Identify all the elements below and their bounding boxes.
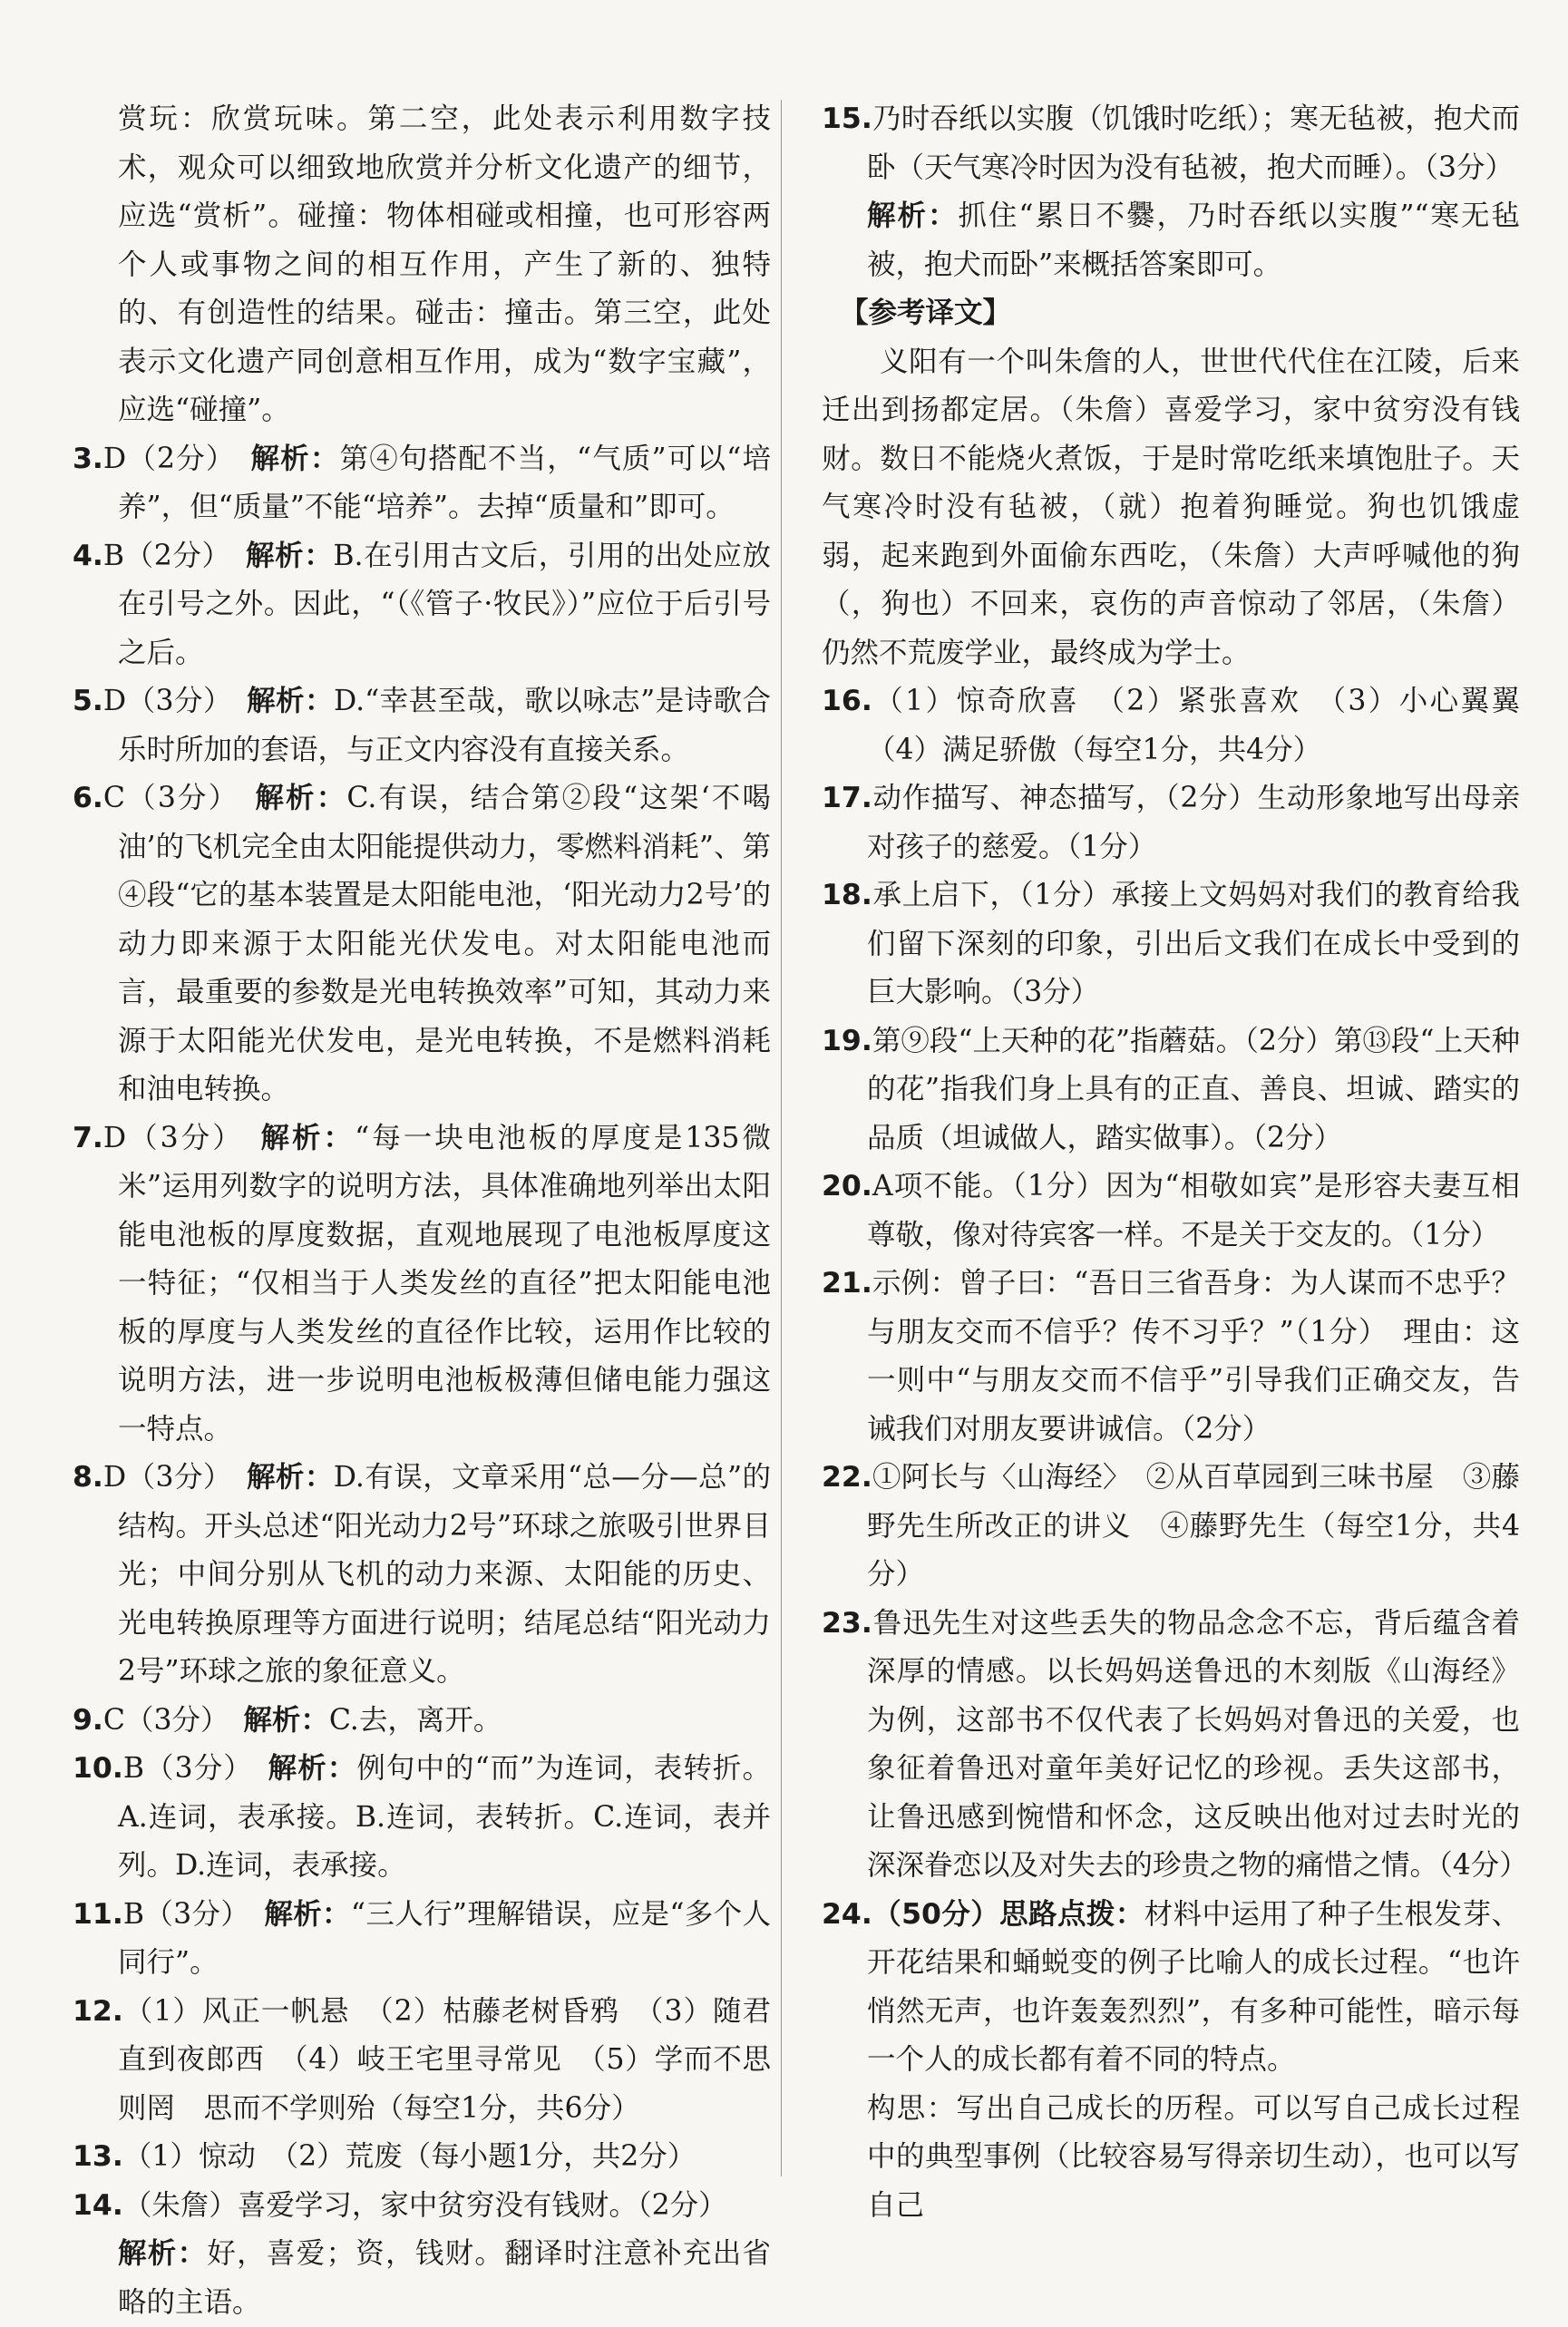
item-number: 12.	[73, 1994, 123, 2028]
item-text: 材料中运用了种子生根发芽、开花结果和蛹蜕变的例子比喻人的成长过程。“也许悄然无声，也许轰轰烈烈”，有多种可能性，暗示每一个人的成长都有着不同的特点。	[867, 1897, 1520, 2076]
item-text: 示例：曾子曰：“吾日三省吾身：为人谋而不忠乎？与朋友交而不信乎？传不习乎？”（1分） 理由：这一则中“与朋友交而不信乎”引导我们正确交友，告诫我们对朋友要讲诚信。（2分）	[867, 1267, 1520, 1446]
answer-item-14-analysis	[73, 2230, 771, 2327]
answer-item-9	[73, 1697, 771, 1746]
item-number: 9.	[73, 1703, 103, 1737]
item-text: 鲁迅先生对这些丢失的物品念念不忘，背后蕴含着深厚的情感。以长妈妈送鲁迅的木刻版《山海经》为例，这部书不仅代表了长妈妈对鲁迅的关爱，也象征着鲁迅对童年美好记忆的珍视。丢失这部书，让鲁迅感到惋惜和怀念，这反映出他对过去时光的深深眷恋以及对失去的珍贵之物的痛惜之情。（4分）	[867, 1606, 1528, 1882]
answer-item-15	[822, 95, 1520, 192]
item-text: C.有误，结合第②段“这架‘不喝油’的飞机完全由太阳能提供动力，零燃料消耗”、第④段“它的基本装置是太阳能电池，‘阳光动力2号’的动力即来源于太阳能光伏发电。对太阳能电池而言，最重要的参数是光电转换效率”可知，其动力来源于太阳能光伏发电，是光电转换，不是燃料消耗和油电转换。	[118, 782, 771, 1105]
answer-item-19	[822, 1017, 1520, 1164]
item-text: ①阿长与〈山海经〉 ②从百草园到三味书屋 ③藤野先生所改正的讲义 ④藤野先生（每空1分，共4分）	[867, 1461, 1520, 1591]
hint-label: （50分）思路点拨：	[872, 1897, 1144, 1931]
answer-item-15-analysis	[822, 192, 1520, 289]
item-text: （1）风正一帆悬 （2）枯藤老树昏鸦 （3）随君直到夜郎西 （4）岐王宅里寻常见 （5）学而不思则罔 思而不学则殆（每空1分，共6分）	[118, 1994, 771, 2125]
item-number: 15.	[822, 102, 872, 135]
item-score: D（3分）	[102, 685, 219, 717]
analysis-label: 解析：	[118, 2237, 208, 2270]
item-score: C（3分）	[102, 1703, 215, 1737]
analysis-label: 解析：	[867, 200, 959, 232]
item-number: 7.	[73, 1121, 103, 1154]
analysis-label: 解析：	[245, 539, 334, 572]
item-text: 乃时吞纸以实腹（饥饿时吃纸）；寒无毡被，抱犬而卧（天气寒冷时因为没有毡被，抱犬而睡）。（3分）	[867, 102, 1520, 184]
item-number: 17.	[822, 782, 872, 814]
item-text: “三人行”理解错误，应是“多个人同行”。	[118, 1897, 771, 1979]
item-text: C.去，离开。	[328, 1703, 502, 1737]
analysis-text: 好，喜爱；资，钱财。翻译时注意补充出省略的主语。	[118, 2237, 771, 2319]
item-number: 19.	[822, 1024, 872, 1057]
answer-item-23	[822, 1600, 1528, 1891]
analysis-text: 抓住“累日不爨，乃时吞纸以实腹”“寒无毡被，抱犬而卧”来概括答案即可。	[867, 200, 1520, 281]
item-text: 第④句搭配不当，“气质”可以“培养”，但“质量”不能“培养”。去掉“质量和”即可。	[118, 442, 771, 523]
item-number: 10.	[73, 1752, 123, 1785]
item-text: D.有误，文章采用“总—分—总”的结构。开头总述“阳光动力2号”环球之旅吸引世界目光；中间分别从飞机的动力来源、太阳能的历史、光电转换原理等方面进行说明；结尾总结“阳光动力2号”环球之旅的象征意义。	[118, 1461, 771, 1688]
item-number: 20.	[822, 1170, 872, 1202]
answer-item-8	[73, 1454, 771, 1697]
item-score: D（3分）	[102, 1121, 230, 1154]
right-column	[822, 95, 1549, 2230]
answer-item-6	[73, 774, 771, 1115]
item-number: 14.	[73, 2188, 123, 2222]
analysis-label: 解析：	[243, 1703, 329, 1737]
item-text: D.“幸甚至哉，歌以咏志”是诗歌合乐时所加的套语，与正文内容没有直接关系。	[118, 685, 771, 766]
item-number: 6.	[73, 782, 103, 814]
item-score: B（2分）	[102, 539, 217, 572]
answer-item-13	[73, 2133, 771, 2182]
item-text: （1）惊奇欣喜 （2）紧张喜欢 （3）小心翼翼 （4）满足骄傲（每空1分，共4分）	[867, 685, 1549, 766]
item-score: B（3分）	[122, 1752, 239, 1785]
item-text: （1）惊动 （2）荒废（每小题1分，共2分）	[122, 2140, 696, 2173]
answer-item-14	[73, 2182, 771, 2231]
answer-item-22	[822, 1454, 1520, 1600]
answer-item-24	[822, 1891, 1520, 2085]
item-number: 23.	[822, 1606, 872, 1640]
answer-item-11	[73, 1891, 771, 1988]
answer-item-24-outline: 构思：写出自己成长的历程。可以写自己成长过程中的典型事例（比较容易写得亲切生动），也可以写自己	[867, 2091, 1520, 2222]
item-text: （朱詹）喜爱学习，家中贫穷没有钱财。（2分）	[122, 2188, 727, 2222]
item-score: C（3分）	[102, 782, 225, 814]
answer-item-12	[73, 1988, 771, 2134]
answer-item-4	[73, 532, 771, 678]
analysis-label: 解析：	[268, 1752, 357, 1785]
analysis-label: 解析：	[247, 685, 334, 717]
item-number: 13.	[73, 2140, 123, 2173]
reference-translation-heading: 【参考译文】	[840, 297, 1012, 329]
answer-item-10	[73, 1745, 771, 1891]
analysis-label: 解析：	[264, 1897, 351, 1931]
item-number: 21.	[822, 1267, 872, 1300]
analysis-label: 解析：	[250, 442, 340, 475]
item-text: 动作描写、神态描写，（2分）生动形象地写出母亲对孩子的慈爱。（1分）	[867, 782, 1520, 863]
item-number: 11.	[73, 1897, 123, 1931]
item-number: 5.	[73, 685, 103, 717]
analysis-label: 解析：	[260, 1121, 355, 1154]
column-divider	[781, 100, 782, 2176]
item-number: 3.	[73, 442, 103, 475]
answer-item-18	[822, 871, 1520, 1017]
answer-item-7	[73, 1115, 771, 1455]
answer-item-16	[822, 677, 1549, 774]
answer-item-20	[822, 1163, 1520, 1260]
item-number: 8.	[73, 1461, 103, 1494]
item-score: D（2分）	[102, 442, 221, 475]
item-text: 第⑨段“上天种的花”指蘑菇。（2分）第⑬段“上天种的花”指我们身上具有的正直、善良、坦诚、踏实的品质（坦诚做人，踏实做事）。（2分）	[867, 1024, 1520, 1154]
item-number: 18.	[822, 879, 872, 911]
answer-item-5	[73, 677, 771, 774]
item-text: 例句中的“而”为连词，表转折。A.连词，表承接。B.连词，表转折。C.连词，表并列。D.连词，表承接。	[118, 1752, 771, 1882]
left-column	[73, 95, 771, 2327]
answer-item-3	[73, 435, 771, 532]
item-score: D（3分）	[102, 1461, 219, 1494]
item-number: 24.	[822, 1897, 872, 1931]
answer-item-21	[822, 1260, 1520, 1454]
continued-analysis: 赏玩：欣赏玩味。第二空，此处表示利用数字技术，观众可以细致地欣赏并分析文化遗产的细节，应选“赏析”。碰撞：物体相碰或相撞，也可形容两个人或事物之间的相互作用，产生了新的、独特的、有创造性的结果。碰击：撞击。第三空，此处表示文化遗产同创意相互作用，成为“数字宝藏”，应选“碰撞”。	[118, 102, 771, 426]
item-number: 16.	[822, 685, 872, 717]
analysis-label: 解析：	[255, 782, 347, 814]
item-score: B（3分）	[122, 1897, 236, 1931]
reference-translation-text: 义阳有一个叫朱詹的人，世世代代住在江陵，后来迁出到扬都定居。（朱詹）喜爱学习，家中贫穷没有钱财。数日不能烧火煮饭，于是时常吃纸来填饱肚子。天气寒冷时没有毡被，（就）抱着狗睡觉。狗也饥饿虚弱，起来跑到外面偷东西吃，（朱詹）大声呼喊他的狗（，狗也）不回来，哀伤的声音惊动了邻居，（朱詹）仍然不荒废学业，最终成为学士。	[822, 345, 1520, 669]
item-number: 4.	[73, 539, 103, 572]
item-text: A项不能。（1分）因为“相敬如宾”是形容夫妻互相尊敬，像对待宾客一样。不是关于交友的。（1分）	[867, 1170, 1520, 1251]
item-text: 承上启下，（1分）承接上文妈妈对我们的教育给我们留下深刻的印象，引出后文我们在成长中受到的巨大影响。（3分）	[867, 879, 1520, 1008]
item-text: “每一块电池板的厚度是135微米”运用列数字的说明方法，具体准确地列举出太阳能电池板的厚度数据，直观地展现了电池板厚度这一特征；“仅相当于人类发丝的直径”把太阳能电池板的厚度与人类发丝的直径作比较，运用作比较的说明方法，进一步说明电池板极薄但储电能力强这一特点。	[118, 1121, 771, 1446]
answer-item-17	[822, 774, 1520, 871]
item-number: 22.	[822, 1461, 872, 1494]
item-text: B.在引用古文后，引用的出处应放在引号之外。因此，“（《管子·牧民》）”应位于后引号之后。	[118, 539, 771, 669]
analysis-label: 解析：	[247, 1461, 334, 1494]
